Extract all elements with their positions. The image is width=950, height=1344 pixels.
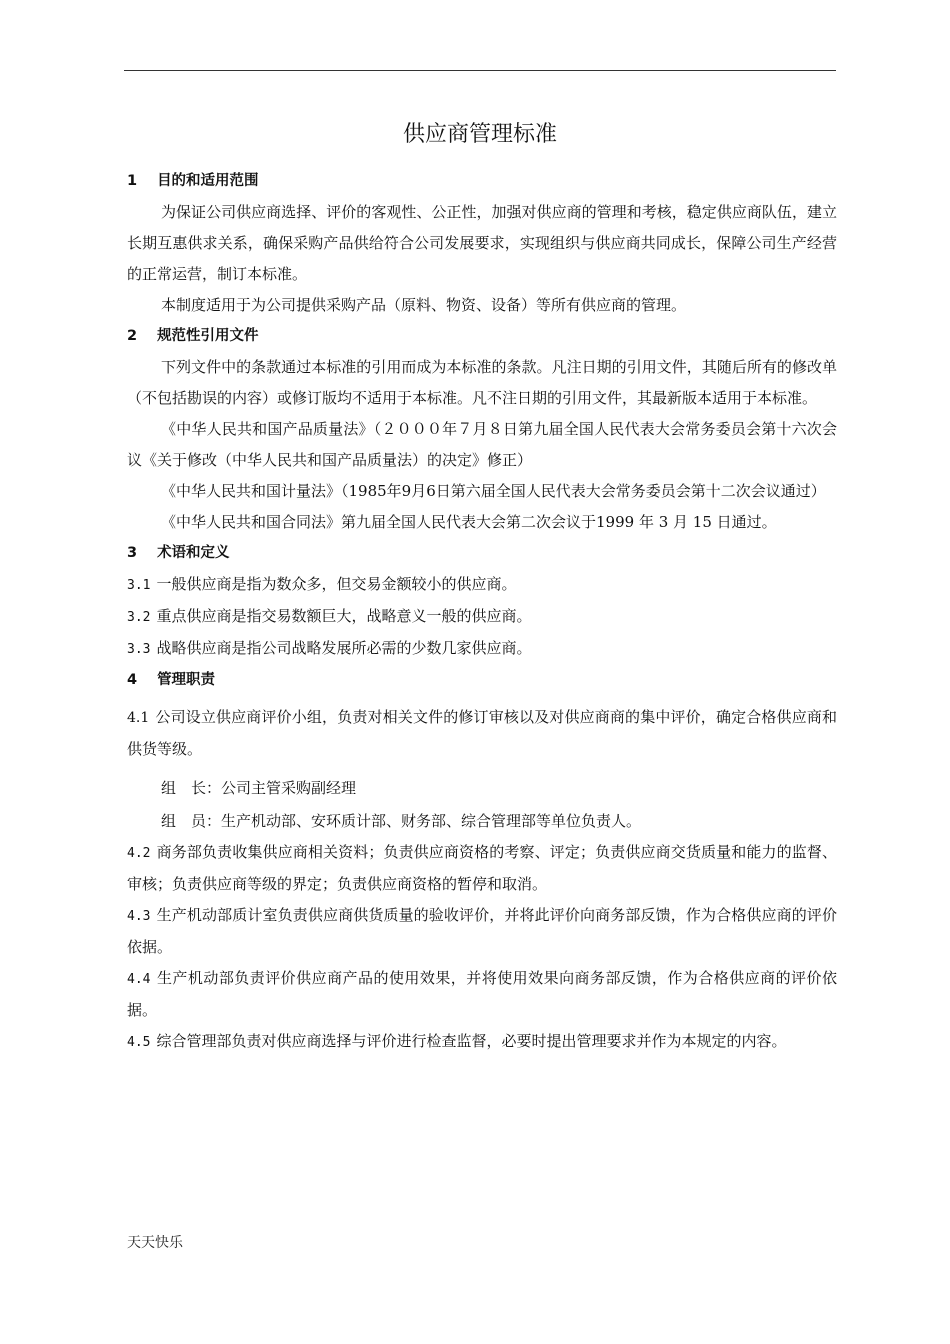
section-title: 管理职责 xyxy=(157,672,216,688)
paragraph: 为保证公司供应商选择、评价的客观性、公正性，加强对供应商的管理和考核，稳定供应商队伍，建立长期互惠供求关系，确保采购产品供给符合公司发展要求，实现组织与供应商共同成长，保障公司生产经营的正常运营，制订本标准。 xyxy=(127,203,837,283)
clause-text: 战略供应商是指公司战略发展所必需的少数几家供应商。 xyxy=(156,639,532,657)
clause xyxy=(127,633,837,665)
clause xyxy=(127,569,837,601)
section-title: 目的和适用范围 xyxy=(157,173,259,189)
clause-number: 4.1 xyxy=(127,710,150,726)
header-rule xyxy=(124,70,836,71)
section-heading-1 xyxy=(127,166,837,197)
clause xyxy=(127,900,837,963)
clause-number: 4.5 xyxy=(127,1035,151,1050)
paragraph: 下列文件中的条款通过本标准的引用而成为本标准的条款。凡注日期的引用文件，其随后所有的修改单（不包括勘误的内容）或修订版均不适用于本标准。凡不注日期的引用文件，其最新版本适用于本标准。 xyxy=(127,358,837,407)
clause-text: 公司设立供应商评价小组，负责对相关文件的修订审核以及对供应商商的集中评价，确定合格供应商和供货等级。 xyxy=(127,708,837,758)
page-footer: 天天快乐 xyxy=(127,1235,183,1251)
reference-item: 《中华人民共和国计量法》（1985年9月6日第六届全国人民代表大会常务委员会第十二次会议通过） xyxy=(161,482,826,500)
section-heading-4 xyxy=(127,665,837,696)
clause-text: 综合管理部负责对供应商选择与评价进行检查监督，必要时提出管理要求并作为本规定的内容。 xyxy=(156,1032,787,1050)
clause-number: 3.1 xyxy=(127,578,151,593)
group-members: 组 员：生产机动部、安环质计部、财务部、综合管理部等单位负责人。 xyxy=(161,812,642,830)
section-number: 2 xyxy=(127,328,138,344)
clause-text: 重点供应商是指交易数额巨大，战略意义一般的供应商。 xyxy=(156,607,532,625)
paragraph: 本制度适用于为公司提供采购产品（原料、物资、设备）等所有供应商的管理。 xyxy=(161,296,687,314)
section-title: 规范性引用文件 xyxy=(157,328,259,344)
reference-item: 《中华人民共和国产品质量法》（２０００年７月８日第九届全国人民代表大会常务委员会第十六次会议《关于修改（中华人民共和国产品质量法）的决定》修正） xyxy=(127,420,837,469)
document-title: 供应商管理标准 xyxy=(402,122,557,147)
reference-item: 《中华人民共和国合同法》第九届全国人民代表大会第二次会议于1999 年 3 月 15 日通过。 xyxy=(161,513,777,531)
section-number: 1 xyxy=(127,173,138,189)
section-number: 3 xyxy=(127,545,138,561)
section-heading-3 xyxy=(127,538,837,569)
clause-number: 4.4 xyxy=(127,972,151,987)
clause xyxy=(127,837,837,900)
clause-text: 生产机动部质计室负责供应商供货质量的验收评价，并将此评价向商务部反馈，作为合格供应商的评价依据。 xyxy=(127,906,837,956)
document-body xyxy=(127,166,837,1058)
clause xyxy=(127,1026,837,1058)
clause-number: 4.3 xyxy=(127,909,151,924)
section-heading-2 xyxy=(127,321,837,352)
clause-text: 商务部负责收集供应商相关资料；负责供应商资格的考察、评定；负责供应商交货质量和能力的监督、审核；负责供应商等级的界定；负责供应商资格的暂停和取消。 xyxy=(127,843,837,893)
clause-text: 一般供应商是指为数众多，但交易金额较小的供应商。 xyxy=(156,575,517,593)
clause xyxy=(127,963,837,1026)
section-number: 4 xyxy=(127,672,138,688)
clause-number: 3.2 xyxy=(127,610,151,625)
clause-number: 4.2 xyxy=(127,846,151,861)
clause-text: 生产机动部负责评价供应商产品的使用效果，并将使用效果向商务部反馈，作为合格供应商的评价依据。 xyxy=(127,969,837,1019)
section-title: 术语和定义 xyxy=(157,545,230,561)
clause xyxy=(127,702,837,765)
clause xyxy=(127,601,837,633)
clause-number: 3.3 xyxy=(127,642,151,657)
group-leader: 组 长：公司主管采购副经理 xyxy=(161,779,357,797)
